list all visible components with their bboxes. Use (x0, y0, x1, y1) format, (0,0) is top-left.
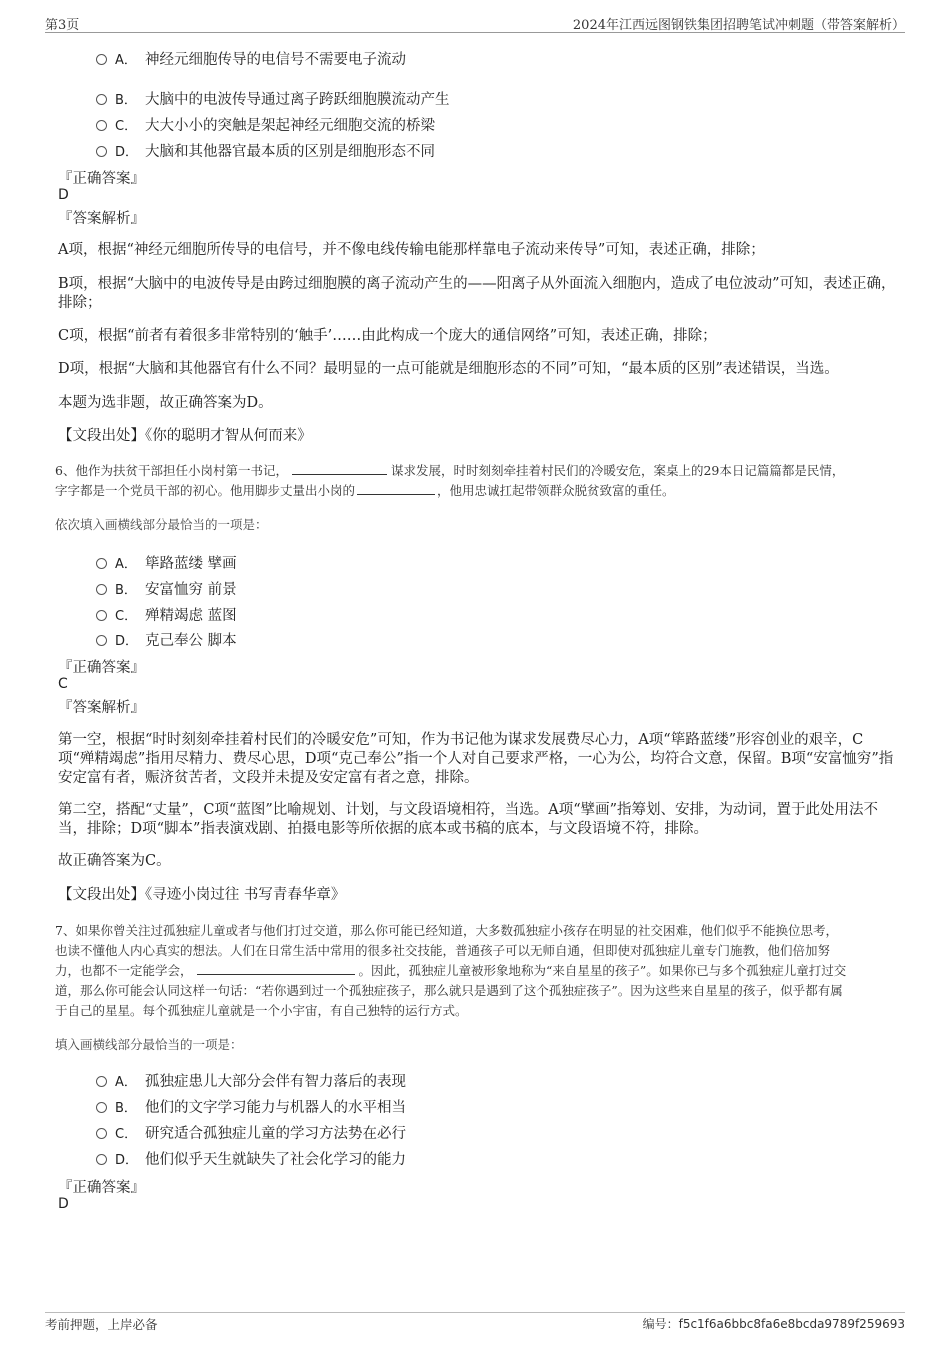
q6-answer: C (58, 676, 68, 692)
q6-analysis-conclusion: 故正确答案为C。 (58, 853, 171, 869)
blank-line (292, 462, 387, 475)
blank-line (197, 962, 355, 975)
radio-icon[interactable] (96, 94, 107, 105)
q5-option-a[interactable]: A． 神经元细胞传导的电信号不需要电子流动 (96, 48, 406, 69)
q5-analysis-tag: 『答案解析』 (58, 211, 145, 227)
q5-option-c[interactable]: C． 大大小小的突触是架起神经元细胞交流的桥梁 (96, 114, 435, 135)
q5-analysis-d: D项，根据“大脑和其他器官有什么不同？最明显的一点可能就是细胞形态的不同”可知，“最本质的区别”表述错误，当选。 (58, 361, 839, 377)
radio-icon[interactable] (96, 1076, 107, 1087)
q5-analysis-c: C项，根据“前者有着很多非常特别的‘触手’……由此构成一个庞大的通信网络”可知，表述正确，排除； (58, 328, 717, 344)
q7-option-b[interactable]: B． 他们的文字学习能力与机器人的水平相当 (96, 1096, 406, 1117)
radio-icon[interactable] (96, 584, 107, 595)
q7-option-d[interactable]: D． 他们似乎天生就缺失了社会化学习的能力 (96, 1148, 406, 1169)
page-header (45, 14, 905, 33)
q6-answer-tag: 『正确答案』 (58, 660, 145, 676)
q5-source: 【文段出处】《你的聪明才智从何而来》 (58, 428, 312, 444)
q6-analysis-second-blank: 第二空，搭配“丈量”，C项“蓝图”比喻规划、计划，与文段语境相符，当选。A项“擘画”指筹划、安排，为动词，置于此处用法不当，排除；D项“脚本”指表演戏剧、拍摄电影等所依据的底本或书稿的底本，与文段语境不符，排除。 (58, 802, 879, 837)
radio-icon[interactable] (96, 54, 107, 65)
document-id: 编号：f5c1f6a6bbc8fa6e8bcda9789f259693 (642, 1317, 905, 1331)
footer-slogan: 考前押题，上岸必备 (45, 1317, 158, 1332)
page-footer (45, 1312, 905, 1332)
q5-answer-tag: 『正确答案』 (58, 171, 145, 187)
q5-analysis-conclusion: 本题为选非题，故正确答案为D。 (58, 395, 273, 411)
q6-stem: 6、他作为扶贫干部担任小岗村第一书记， 谋求发展，时时刻刻牵挂着村民们的冷暖安危，案桌上的29本日记篇篇都是民情， 字字都是一个党员干部的初心。他用脚步丈量出小岗的 ，他用忠诚扛起带领群众脱贫致富的重任。 (55, 463, 845, 498)
q6-option-b[interactable]: B． 安富恤穷 前景 (96, 578, 237, 599)
document-title: 2024年江西远图钢铁集团招聘笔试冲刺题（带答案解析） (572, 18, 905, 33)
q7-answer-tag: 『正确答案』 (58, 1180, 145, 1196)
radio-icon[interactable] (96, 146, 107, 157)
radio-icon[interactable] (96, 1128, 107, 1139)
radio-icon[interactable] (96, 120, 107, 131)
q6-option-d[interactable]: D． 克己奉公 脚本 (96, 629, 237, 650)
q5-option-d[interactable]: D． 大脑和其他器官最本质的区别是细胞形态不同 (96, 140, 435, 161)
q5-analysis-b: B项，根据“大脑中的电波传导是由跨过细胞膜的离子流动产生的——阳离子从外面流入细胞内，造成了电位波动”可知，表述正确，排除； (58, 276, 896, 311)
q7-option-c[interactable]: C． 研究适合孤独症儿童的学习方法势在必行 (96, 1122, 406, 1143)
q5-analysis-a: A项，根据“神经元细胞所传导的电信号，并不像电线传输电能那样靠电子流动来传导”可知，表述正确，排除； (58, 242, 765, 258)
q6-source: 【文段出处】《寻迹小岗过往 书写青春华章》 (58, 887, 346, 903)
q7-answer: D (58, 1196, 69, 1212)
blank-line (357, 482, 435, 495)
q6-option-c[interactable]: C． 殚精竭虑 蓝图 (96, 604, 237, 625)
q5-option-b[interactable]: B． 大脑中的电波传导通过离子跨跃细胞膜流动产生 (96, 88, 450, 109)
radio-icon[interactable] (96, 1154, 107, 1165)
radio-icon[interactable] (96, 635, 107, 646)
q6-analysis-tag: 『答案解析』 (58, 700, 145, 716)
q6-instruction: 依次填入画横线部分最恰当的一项是： (55, 517, 268, 532)
radio-icon[interactable] (96, 558, 107, 569)
q7-stem: 7、如果你曾关注过孤独症儿童或者与他们打过交道，那么你可能已经知道，大多数孤独症小孩存在明显的社交困难，他们似乎不能换位思考， 也读不懂他人内心真实的想法。人们在日常生活中常用的很多社交技能，普通孩子可以无师自通，但即使对孤独症儿童专门施教，他们倍加努 力，也都不一定能学会， 。因此，孤独症儿童被形象地称为“来自星星的孩子”。如果你已与多个孤独症儿童打过交 道，那么你可能会认同这样一句话：“若你遇到过一个孤独症孩子，那么就只是遇到了这个孤独症孩子”。因为这些来自星星的孩子，似乎都有属 于自己的星星。每个孤独症儿童就是一个小宇宙，有自己独特的运行方式。 (55, 923, 847, 1018)
radio-icon[interactable] (96, 1102, 107, 1113)
q5-answer: D (58, 187, 69, 203)
page-number: 第3页 (45, 18, 80, 33)
q6-option-a[interactable]: A． 筚路蓝缕 擘画 (96, 552, 237, 573)
q6-analysis-first-blank: 第一空，根据“时时刻刻牵挂着村民们的冷暖安危”可知，作为书记他为谋求发展费尽心力，A项“筚路蓝缕”形容创业的艰辛，C项“殚精竭虑”指用尽精力、费尽心思，D项“克己奉公”指一个人对自己要求严格，一心为公，均符合文意，保留。B项“安富恤穷”指安定富有者，赈济贫苦者，文段并未提及安定富有者之意，排除。 (58, 732, 894, 786)
q7-option-a[interactable]: A． 孤独症患儿大部分会伴有智力落后的表现 (96, 1070, 406, 1091)
radio-icon[interactable] (96, 610, 107, 621)
q7-instruction: 填入画横线部分最恰当的一项是： (55, 1037, 243, 1052)
